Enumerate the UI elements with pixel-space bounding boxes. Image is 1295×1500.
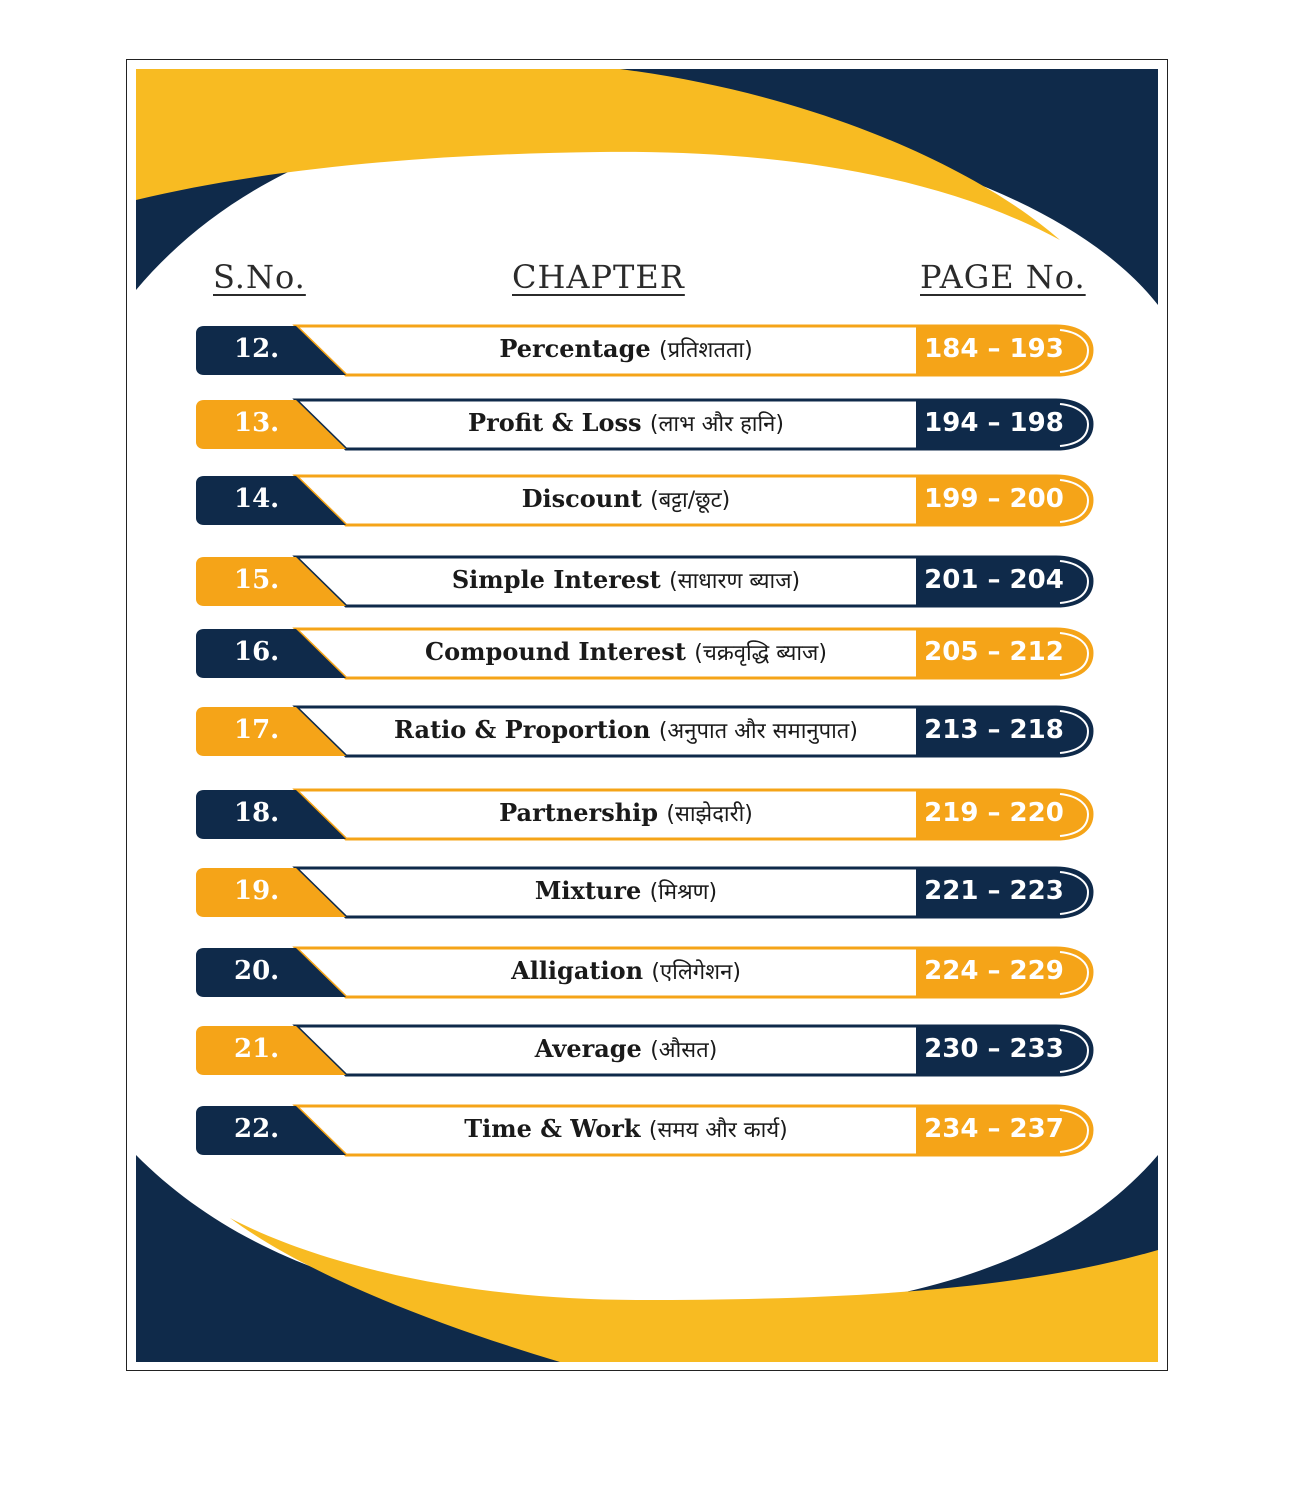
- header-page-no: PAGE No.: [920, 258, 1086, 296]
- chapter-row: [196, 627, 1096, 681]
- chapter-title-english: Ratio & Proportion: [394, 715, 651, 744]
- chapter-row: [196, 1104, 1096, 1158]
- chapter-title: [336, 555, 916, 605]
- chapter-number: 19.: [234, 876, 280, 906]
- chapter-title: [336, 1024, 916, 1074]
- chapter-number: 16.: [234, 637, 280, 667]
- chapter-title: [336, 324, 916, 374]
- chapter-title-english: Alligation: [511, 956, 644, 985]
- chapter-number: 21.: [234, 1034, 280, 1064]
- chapter-pages: 221 – 223: [924, 876, 1064, 906]
- chapter-number: 14.: [234, 484, 280, 514]
- chapter-number: 18.: [234, 798, 280, 828]
- chapter-row: [196, 1024, 1096, 1078]
- chapter-title: [336, 705, 916, 755]
- chapter-title-english: Percentage: [499, 334, 651, 363]
- chapter-pages: 224 – 229: [924, 956, 1064, 986]
- chapter-number: 15.: [234, 565, 280, 595]
- header-sno: S.No.: [213, 258, 306, 296]
- chapter-title-english: Discount: [521, 484, 642, 513]
- chapter-title-english: Average: [534, 1034, 642, 1063]
- chapter-pages: 219 – 220: [924, 798, 1064, 828]
- chapter-title: [336, 627, 916, 677]
- chapter-title-hindi: (चक्रवृद्धि ब्याज): [694, 641, 827, 666]
- chapter-title: [336, 398, 916, 448]
- chapter-title-hindi: (अनुपात और समानुपात): [658, 719, 858, 744]
- chapter-title-hindi: (साधारण ब्याज): [669, 569, 801, 594]
- chapter-title-hindi: (बट्टा/छूट): [650, 488, 731, 513]
- chapter-row: [196, 866, 1096, 920]
- chapter-number: 12.: [234, 334, 280, 364]
- chapter-row: [196, 474, 1096, 528]
- top-white-arc: [136, 205, 1158, 420]
- chapter-title-hindi: (साझेदारी): [666, 802, 753, 827]
- chapter-number: 20.: [234, 956, 280, 986]
- chapter-row: [196, 946, 1096, 1000]
- chapter-pages: 194 – 198: [924, 408, 1064, 438]
- chapter-title-english: Mixture: [534, 876, 642, 905]
- chapter-pages: 213 – 218: [924, 715, 1064, 745]
- chapter-title-hindi: (प्रतिशतता): [659, 338, 753, 363]
- chapter-title: [336, 474, 916, 524]
- chapter-title-hindi: (औसत): [650, 1038, 718, 1063]
- chapter-title-english: Partnership: [499, 798, 659, 827]
- header-chapter: CHAPTER: [512, 258, 685, 296]
- chapter-title: [336, 788, 916, 838]
- chapter-row: [196, 398, 1096, 452]
- chapter-row: [196, 705, 1096, 759]
- chapter-pages: 201 – 204: [924, 565, 1064, 595]
- chapter-pages: 199 – 200: [924, 484, 1064, 514]
- chapter-title: [336, 1104, 916, 1154]
- chapter-number: 17.: [234, 715, 280, 745]
- chapter-title-english: Time & Work: [464, 1114, 641, 1143]
- chapter-title-hindi: (मिश्रण): [649, 880, 718, 905]
- chapter-pages: 230 – 233: [924, 1034, 1064, 1064]
- chapter-number: 22.: [234, 1114, 280, 1144]
- chapter-row: [196, 324, 1096, 378]
- chapter-pages: 234 – 237: [924, 1114, 1064, 1144]
- chapter-title-english: Compound Interest: [425, 637, 686, 666]
- chapter-number: 13.: [234, 408, 280, 438]
- chapter-row: [196, 555, 1096, 609]
- chapter-pages: 205 – 212: [924, 637, 1064, 667]
- chapter-title: [336, 866, 916, 916]
- chapter-title-english: Simple Interest: [451, 565, 661, 594]
- chapter-pages: 184 – 193: [924, 334, 1064, 364]
- chapter-title-hindi: (लाभ और हानि): [649, 412, 784, 437]
- chapter-title-hindi: (एलिगेशन): [651, 960, 741, 985]
- chapter-title: [336, 946, 916, 996]
- chapter-title-english: Profit & Loss: [468, 408, 642, 437]
- chapter-title-hindi: (समय और कार्य): [648, 1118, 788, 1143]
- chapter-row: [196, 788, 1096, 842]
